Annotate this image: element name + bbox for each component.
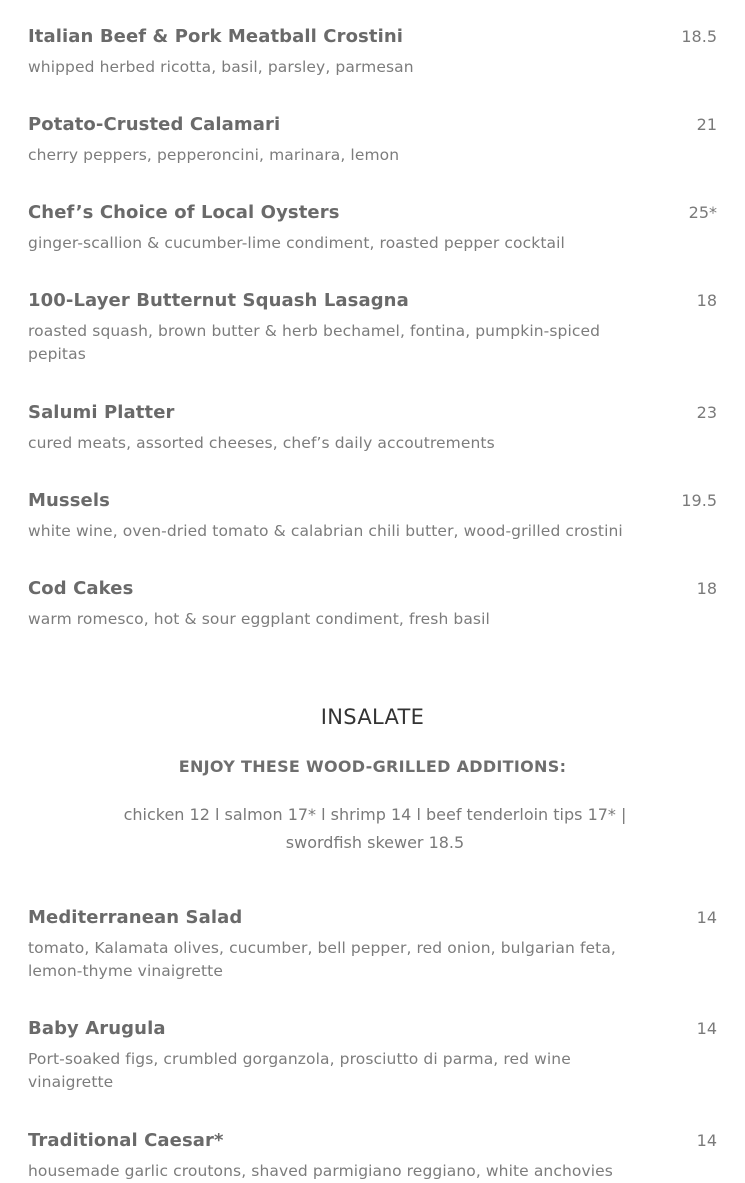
item-description: ginger-scallion & cucumber-lime condiment, roasted pepper cocktail xyxy=(28,234,565,252)
item-description: roasted squash, brown butter & herb bechamel, fontina, pumpkin-spiced pepitas xyxy=(28,322,601,363)
item-description: white wine, oven-dried tomato & calabrian chili butter, wood-grilled crostini xyxy=(28,522,623,540)
item-name: Mussels xyxy=(28,490,110,511)
section-title: INSALATE xyxy=(320,705,425,729)
item-name: Cod Cakes xyxy=(28,578,134,599)
item-description: cured meats, assorted cheeses, chef’s daily accoutrements xyxy=(28,434,495,452)
item-price: 18.5 xyxy=(681,27,717,46)
item-name: Salumi Platter xyxy=(28,402,175,423)
item-name: Traditional Caesar* xyxy=(28,1130,224,1151)
item-name: 100-Layer Butternut Squash Lasagna xyxy=(28,290,409,311)
item-price: 19.5 xyxy=(681,491,717,510)
item-name: Italian Beef & Pork Meatball Crostini xyxy=(28,26,404,47)
item-price: 21 xyxy=(696,115,717,134)
item-name: Potato-Crusted Calamari xyxy=(28,114,281,135)
item-price: 25* xyxy=(688,203,717,222)
item-name: Chef’s Choice of Local Oysters xyxy=(28,202,340,223)
item-description: warm romesco, hot & sour eggplant condiment, fresh basil xyxy=(28,610,490,628)
item-description: housemade garlic croutons, shaved parmigiano reggiano, white anchovies xyxy=(28,1162,613,1180)
item-price: 18 xyxy=(696,291,717,310)
additions-list: chicken 12 l salmon 17* l shrimp 14 l beef tenderloin tips 17* | swordfish skewer 18.5 xyxy=(123,805,627,852)
item-name: Mediterranean Salad xyxy=(28,907,243,928)
item-name: Baby Arugula xyxy=(28,1018,166,1039)
item-price: 23 xyxy=(696,403,717,422)
item-price: 14 xyxy=(696,908,717,927)
item-price: 14 xyxy=(696,1019,717,1038)
item-price: 18 xyxy=(696,579,717,598)
item-description: cherry peppers, pepperoncini, marinara, lemon xyxy=(28,146,400,164)
item-price: 14 xyxy=(696,1131,717,1150)
item-description: whipped herbed ricotta, basil, parsley, parmesan xyxy=(28,58,414,76)
additions-heading: ENJOY THESE WOOD-GRILLED ADDITIONS: xyxy=(178,757,567,776)
item-description: Port-soaked figs, crumbled gorganzola, prosciutto di parma, red wine vinaigrette xyxy=(28,1050,571,1091)
item-description: tomato, Kalamata olives, cucumber, bell pepper, red onion, bulgarian feta, lemon-thyme vinaigrette xyxy=(28,939,616,980)
